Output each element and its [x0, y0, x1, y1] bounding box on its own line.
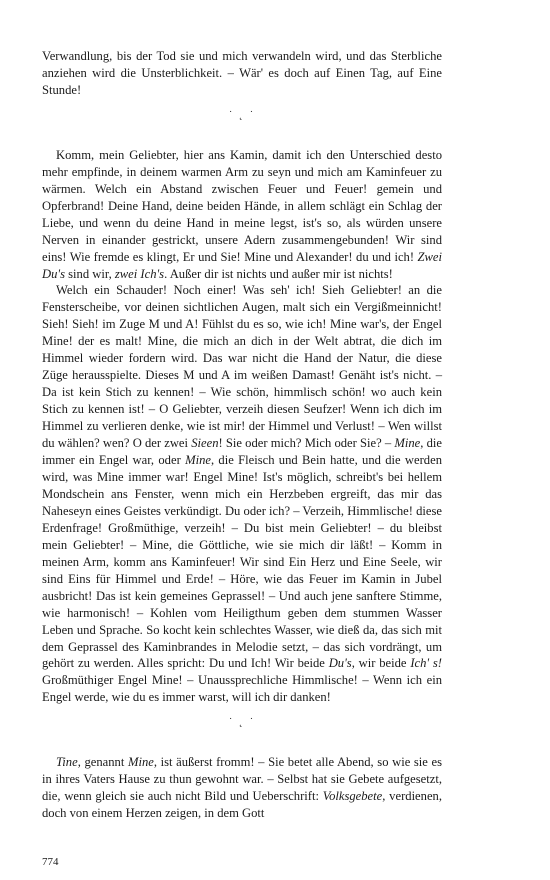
text-segment: sind wir,	[65, 266, 115, 281]
italic-text: zwei Ich's	[114, 266, 165, 281]
italic-text: Volksgebete	[322, 789, 383, 804]
section-separator: ˙ ˛ ˙	[228, 108, 256, 121]
text-segment: Komm, mein Geliebter, hier ans Kamin, damit ich den Unterschied desto mehr empfinde, in deinem warmen Arm zu seyn und mich am Kaminfeuer zu wärmen. Welch ein Abstand zwischen Feuer und Feuer! gemein und Opferbrand! Deine Hand, deine beiden Hände, in allem schlägt ein Schlag der Liebe, und wenn du deine Hand in meine legst, ist's so, als würden unsere Nerven in einander gestrickt, unsere Adern zusammengebunden! Wir sind eins! Wie fremde es klingt, Er und Sie! Mine und Alexander! du und ich!	[42, 147, 442, 264]
text-segment: , wir beide	[351, 656, 411, 671]
paragraph-p-schauder	[42, 282, 442, 706]
text-segment: ! Sie oder mich? Mich oder Sie? –	[218, 436, 395, 451]
paragraph-p-kamin	[42, 147, 442, 283]
italic-text: Mine	[394, 436, 421, 451]
italic-text: Mine	[185, 453, 211, 468]
paragraph-p-tine	[42, 754, 442, 822]
paragraph-p-cont	[42, 48, 442, 99]
section-separator: ˙ ˛ ˙	[228, 716, 256, 729]
text-segment: Großmüthiger Engel Mine! – Unaussprechliche Himmlische! – Wenn ich ein Engel werde, wie du es immer warst, will ich dir danken!	[42, 673, 442, 705]
text-segment: , die Fleisch und Bein hatte, und die werden wird, was Mine immer war! Engel Mine! Ist's möglich, schreibt's bei hellem Mondschein ans Fenster, wenn mich ein Herzbeben ergreift, das mir das Naheseyn eines Geistes verkündigt. Du oder ich? – Verzeih, Himmlische! diese Erdenfrage! Großmüthige, verzeih! – Du bist mein Geliebter! – du bleibst mein Geliebter! – Mine, die Göttliche, wie sie mich dir läßt! – Komm in meinen Arm, komm ans Kaminfeuer! Wir sind Ein Herz und Eine Seele, wir sind Eins für Himmel und Erde! – Höre, wie das Feuer im Kamin in Jubel ausbricht! Das ist kein gemeines Geprassel! – Und auch jene sanftere Stimme, wie harmonisch! – Kohlen vom Heiligthum geben dem stummen Wasser Leben und Sprache. So kocht kein schlechtes Wasser, wie dieß da, das sich mit dem Geprassel des Kaminbrandes in Melodie setzt, – das sich vordrängt, um gehört zu werden. Alles spricht: Du und Ich! Wir beide	[42, 453, 442, 671]
page-number: 774	[42, 856, 59, 868]
text-segment: , verdienen, doch von einem Herzen zeigen, in dem Gott	[42, 789, 442, 821]
italic-text: Du's	[328, 656, 352, 671]
text-body	[42, 48, 442, 822]
italic-text: Mine	[127, 755, 154, 770]
text-segment: Welch ein Schauder! Noch einer! Was seh' ich! Sieh Geliebter! an die Fensterscheibe, vor deinen sichtlichen Augen, malt sich ein Vergißmeinnicht! Sieh! Sieh! im Zuge M und A! Fühlst du es so, wie ich! Mine war's, der Engel Mine! der es malt! Mine, die mich an dich in der Welt abtrat, die dich im Himmel wieder fordern wird. Das war nicht die Hand der Natur, die diese Züge herausspielte. Dieses M und A im weißen Damast! Genäht ist's nicht. – Da ist kein Stich zu kennen! – Wie schön, himmlisch schön! wo auch kein Stich zu kennen ist! – O Geliebter, verzeih diesen Seufzer! Wenn ich dich im Himmel zu verlieren denke, wie ist mir! der Himmel und Verlust! – Wen willst du wählen? wen? O der zwei	[42, 283, 442, 451]
italic-text: Sieen	[191, 436, 219, 451]
text-segment: . Außer dir ist nichts und außer mir ist nichts!	[164, 266, 393, 281]
italic-text: Zwei Du's	[42, 249, 442, 281]
text-segment: , ist äußerst fromm! – Sie betet alle Abend, so wie sie es in ihres Vaters Hause zu thun gewohnt war. – Selbst hat sie Gebete aufgesetzt, die, wenn gleich sie auch nicht Bild und Ueberschrift:	[42, 755, 442, 804]
italic-text: Tine	[56, 755, 78, 770]
text-segment: Verwandlung, bis der Tod sie und mich verwandeln wird, und das Sterbliche anziehen wird die Unsterblichkeit. – Wär' es doch auf Einen Tag, auf Eine Stunde!	[42, 49, 442, 97]
text-segment: , genannt	[77, 755, 128, 770]
italic-text: Ich' s!	[410, 656, 443, 671]
text-segment: , die immer ein Engel war, oder	[42, 436, 443, 468]
